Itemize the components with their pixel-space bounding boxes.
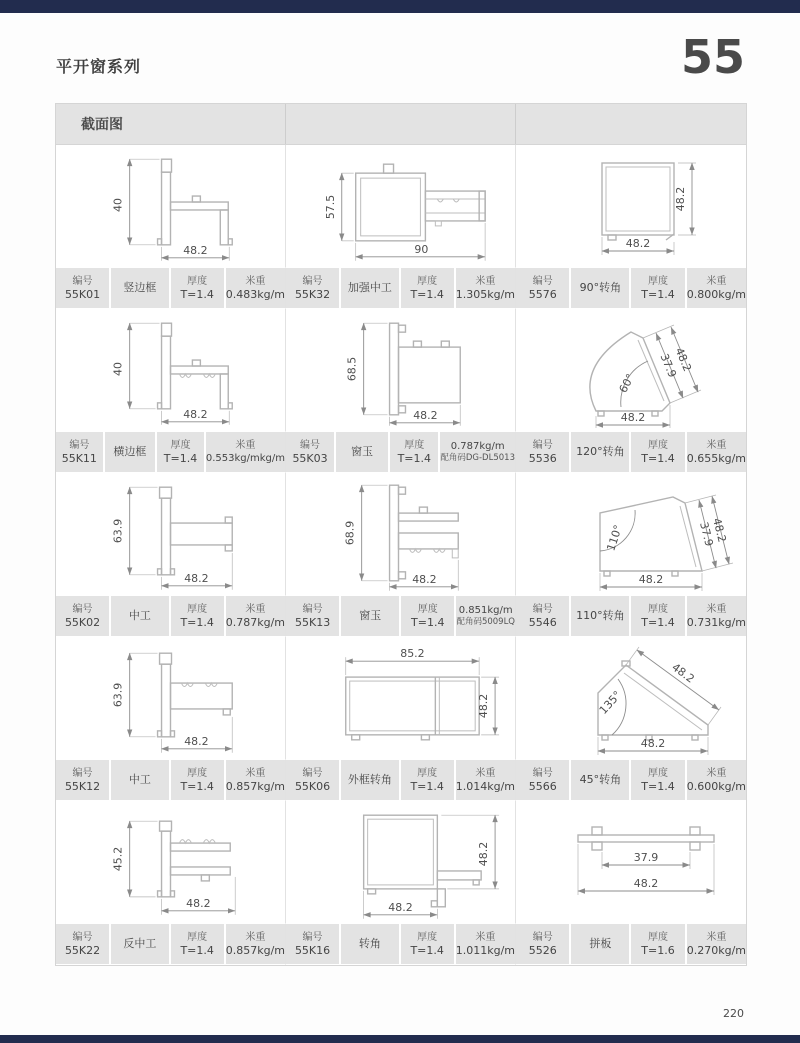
code-label: 编号 xyxy=(69,439,90,451)
code-value: 55K12 xyxy=(64,779,101,793)
thickness-label: 厚度 xyxy=(187,931,208,943)
thickness-value: T=1.4 xyxy=(641,779,675,793)
spec-name xyxy=(111,268,169,308)
spec-strip xyxy=(56,759,286,801)
spec-thickness xyxy=(631,268,684,308)
name-value: 加强中工 xyxy=(347,281,392,294)
weight-value: 0.851kg/m xyxy=(458,605,513,616)
dim-height: 45.2 xyxy=(111,846,125,872)
spec-weight xyxy=(687,924,746,964)
spec-strip xyxy=(56,431,286,473)
spec-strip xyxy=(56,923,286,965)
weight-value: 0.857kg/m xyxy=(225,779,285,793)
diagram-cell xyxy=(56,473,286,595)
spec-row xyxy=(56,923,746,965)
dim-width: 48.2 xyxy=(633,877,659,890)
spec-code xyxy=(286,760,339,800)
dim-height: 48.2 xyxy=(477,693,491,719)
spec-code xyxy=(56,268,109,308)
spec-name xyxy=(571,760,629,800)
profile-diagram-55K16 xyxy=(286,801,515,923)
code-label: 编号 xyxy=(532,767,553,779)
name-value: 中工 xyxy=(128,609,151,622)
table-header-row xyxy=(56,104,746,145)
spec-row xyxy=(56,595,746,637)
thickness-value: T=1.4 xyxy=(410,287,444,301)
thickness-label: 厚度 xyxy=(187,275,208,287)
dim-top: 85.2 xyxy=(400,647,425,661)
spec-strip xyxy=(286,595,516,637)
spec-code xyxy=(286,432,334,472)
diagram-cell xyxy=(516,309,746,431)
dim-inner: 37.9 xyxy=(633,851,659,864)
thickness-label: 厚度 xyxy=(417,931,438,943)
diagram-cell xyxy=(516,637,746,759)
spec-code xyxy=(516,432,569,472)
code-label: 编号 xyxy=(302,275,323,287)
profile-diagram-55K12 xyxy=(56,637,285,759)
code-value: 55K01 xyxy=(64,287,101,301)
spec-thickness xyxy=(401,924,454,964)
code-value: 5536 xyxy=(528,451,557,465)
profile-diagram-55K22 xyxy=(56,801,285,923)
code-label: 编号 xyxy=(302,603,323,615)
spec-code xyxy=(286,596,339,636)
dim-inner: 37.9 xyxy=(657,351,679,380)
thickness-value: T=1.4 xyxy=(397,451,432,465)
dim-width: 48.2 xyxy=(184,571,209,585)
weight-label: 米重 xyxy=(245,767,266,779)
weight-label: 米重 xyxy=(706,439,727,451)
spec-thickness xyxy=(401,760,454,800)
spec-code xyxy=(286,268,339,308)
weight-value: 0.787kg/m xyxy=(450,441,505,452)
profile-diagram-5536 xyxy=(516,309,746,431)
spec-code xyxy=(516,596,569,636)
code-value: 55K13 xyxy=(295,615,331,629)
spec-strip xyxy=(56,267,286,309)
top-band xyxy=(0,0,800,13)
spec-weight xyxy=(456,268,515,308)
weight-label: 米重 xyxy=(475,767,496,779)
name-value: 转角 xyxy=(358,937,381,950)
dim-width: 48.2 xyxy=(412,572,437,586)
spec-weight xyxy=(456,760,515,800)
thickness-label: 厚度 xyxy=(187,603,208,615)
weight-note: 配角码DG-DL5013 xyxy=(440,453,515,463)
diagram-cell xyxy=(56,637,286,759)
spec-thickness xyxy=(401,268,454,308)
thickness-label: 厚度 xyxy=(170,439,191,451)
thickness-value: T=1.4 xyxy=(410,779,444,793)
thickness-label: 厚度 xyxy=(648,439,669,451)
dim-diagonal: 48.2 xyxy=(669,660,697,686)
code-value: 55K02 xyxy=(64,615,101,629)
weight-label: 米重 xyxy=(706,275,727,287)
spec-weight xyxy=(687,596,746,636)
spec-weight xyxy=(226,596,285,636)
thickness-value: T=1.4 xyxy=(641,287,675,301)
dim-width: 48.2 xyxy=(388,900,413,914)
diagram-cell xyxy=(286,637,516,759)
spec-code xyxy=(56,432,103,472)
spec-strip xyxy=(516,431,746,473)
spec-weight xyxy=(456,924,515,964)
thickness-value: T=1.4 xyxy=(641,615,675,629)
diagram-row xyxy=(56,637,746,759)
bottom-band xyxy=(0,1035,800,1043)
thickness-label: 厚度 xyxy=(417,767,438,779)
dim-height: 63.9 xyxy=(111,682,125,708)
code-value: 5576 xyxy=(528,287,557,301)
weight-value: 0.800kg/m xyxy=(686,287,746,301)
weight-label: 米重 xyxy=(475,275,496,287)
dim-height: 40 xyxy=(111,198,125,212)
spec-weight xyxy=(440,432,515,472)
dim-height: 68.5 xyxy=(345,356,359,382)
spec-name xyxy=(105,432,156,472)
spec-strip xyxy=(516,923,746,965)
profile-diagram-5576 xyxy=(516,145,746,267)
series-number: 55 xyxy=(680,30,745,84)
code-value: 5526 xyxy=(528,943,557,957)
spec-name xyxy=(111,596,169,636)
name-value: 中工 xyxy=(128,773,151,786)
spec-strip xyxy=(286,923,516,965)
spec-thickness xyxy=(631,596,684,636)
spec-code xyxy=(56,760,109,800)
diagram-cell xyxy=(516,473,746,595)
dim-height: 40 xyxy=(111,362,125,376)
weight-value: 0.787kg/m xyxy=(225,615,285,629)
diagram-cell xyxy=(516,145,746,267)
dim-height: 48.2 xyxy=(477,841,491,867)
code-label: 编号 xyxy=(532,603,553,615)
spec-name xyxy=(336,432,388,472)
diagram-row xyxy=(56,473,746,595)
spec-strip xyxy=(516,759,746,801)
thickness-value: T=1.4 xyxy=(180,615,214,629)
code-value: 55K32 xyxy=(294,287,331,301)
profile-diagram-55K06 xyxy=(286,637,515,759)
diagram-cell xyxy=(286,145,516,267)
spec-thickness xyxy=(157,432,204,472)
profiles-table xyxy=(55,103,747,966)
thickness-label: 厚度 xyxy=(187,767,208,779)
name-value: 横边框 xyxy=(113,445,147,458)
thickness-label: 厚度 xyxy=(648,767,669,779)
section-header: 截面图 xyxy=(56,104,286,144)
diagram-cell xyxy=(56,801,286,923)
spec-thickness xyxy=(171,924,224,964)
weight-value: 1.011kg/m xyxy=(455,943,515,957)
dim-angle: 135° xyxy=(596,688,625,717)
weight-value: 0.857kg/m xyxy=(225,943,285,957)
diagram-cell xyxy=(286,309,516,431)
profile-diagram-55K01 xyxy=(56,145,285,267)
code-value: 55K06 xyxy=(294,779,331,793)
code-label: 编号 xyxy=(302,931,323,943)
spec-weight xyxy=(226,760,285,800)
diagram-row xyxy=(56,801,746,923)
spec-code xyxy=(516,924,569,964)
name-value: 窗玉 xyxy=(359,609,382,622)
spec-thickness xyxy=(631,760,684,800)
profile-diagram-5566 xyxy=(516,637,746,759)
dim-height: 48.2 xyxy=(674,186,687,212)
spec-strip xyxy=(286,431,516,473)
dim-angle: 60° xyxy=(616,371,638,396)
dim-width: 48.2 xyxy=(625,237,651,250)
spec-strip xyxy=(56,595,286,637)
thickness-value: T=1.4 xyxy=(180,943,214,957)
dim-height: 63.9 xyxy=(111,518,125,544)
code-label: 编号 xyxy=(72,275,93,287)
name-value: 竖边框 xyxy=(123,281,157,294)
profile-diagram-55K02 xyxy=(56,473,285,595)
name-value: 窗玉 xyxy=(351,445,374,458)
diagram-cell xyxy=(56,309,286,431)
code-label: 编号 xyxy=(532,275,553,287)
thickness-value: T=1.4 xyxy=(410,943,444,957)
weight-value: 1.014kg/m xyxy=(455,779,515,793)
weight-value: 0.483kg/m xyxy=(225,287,285,301)
diagram-row xyxy=(56,145,746,267)
name-value: 120°转角 xyxy=(576,445,625,458)
spec-weight xyxy=(226,268,285,308)
spec-thickness xyxy=(390,432,438,472)
spec-code xyxy=(56,924,109,964)
profile-diagram-55K13 xyxy=(286,473,515,595)
spec-name xyxy=(571,596,629,636)
spec-code xyxy=(286,924,339,964)
weight-value: 0.655kg/m xyxy=(686,451,746,465)
profile-diagram-5526 xyxy=(516,801,746,923)
dim-inner: 37.9 xyxy=(697,520,716,548)
page-number: 220 xyxy=(723,1007,744,1020)
dim-width: 48.2 xyxy=(184,734,209,748)
name-value: 拼板 xyxy=(589,937,612,950)
series-title: 平开窗系列 xyxy=(56,57,142,76)
weight-label: 米重 xyxy=(245,931,266,943)
weight-label: 米重 xyxy=(245,603,266,615)
code-label: 编号 xyxy=(302,767,323,779)
spec-weight xyxy=(206,432,285,472)
code-value: 55K11 xyxy=(61,451,97,465)
code-value: 55K22 xyxy=(64,943,101,957)
spec-weight xyxy=(226,924,285,964)
spec-name xyxy=(341,924,399,964)
dim-width: 90 xyxy=(414,242,429,256)
dim-width: 48.2 xyxy=(186,896,211,910)
spec-weight xyxy=(456,596,515,636)
code-label: 编号 xyxy=(72,767,93,779)
thickness-value: T=1.4 xyxy=(163,451,198,465)
weight-note: 配角码5009LQ xyxy=(456,617,515,627)
spec-name xyxy=(571,924,629,964)
weight-value: 0.270kg/m xyxy=(686,943,746,957)
profile-diagram-55K32 xyxy=(286,145,515,267)
spec-strip xyxy=(516,595,746,637)
dim-outer: 48.2 xyxy=(672,345,694,374)
code-label: 编号 xyxy=(72,931,93,943)
weight-value: 0.553kg/mkg/m xyxy=(205,453,285,464)
spec-name xyxy=(111,760,169,800)
name-value: 外框转角 xyxy=(347,773,392,786)
dim-height: 68.9 xyxy=(343,520,357,546)
code-label: 编号 xyxy=(72,603,93,615)
profile-diagram-55K03 xyxy=(286,309,515,431)
spec-strip xyxy=(286,267,516,309)
weight-label: 米重 xyxy=(706,931,727,943)
spec-name xyxy=(341,760,399,800)
weight-label: 米重 xyxy=(706,767,727,779)
spec-row xyxy=(56,267,746,309)
weight-label: 米重 xyxy=(235,440,256,451)
profile-diagram-55K11 xyxy=(56,309,285,431)
dim-outer: 48.2 xyxy=(710,516,729,544)
thickness-value: T=1.4 xyxy=(411,615,445,629)
weight-label: 米重 xyxy=(475,931,496,943)
thickness-label: 厚度 xyxy=(417,275,438,287)
dim-width: 48.2 xyxy=(640,737,666,750)
spec-weight xyxy=(687,760,746,800)
spec-row xyxy=(56,431,746,473)
code-label: 编号 xyxy=(300,439,321,451)
dim-width: 48.2 xyxy=(183,407,208,421)
weight-value: 1.305kg/m xyxy=(455,287,515,301)
spec-thickness xyxy=(171,268,224,308)
dim-width: 48.2 xyxy=(638,573,664,586)
dim-height: 57.5 xyxy=(323,194,337,220)
thickness-label: 厚度 xyxy=(648,275,669,287)
code-value: 5566 xyxy=(528,779,557,793)
spec-thickness xyxy=(171,596,224,636)
weight-label: 米重 xyxy=(245,275,266,287)
spec-thickness xyxy=(171,760,224,800)
thickness-value: T=1.6 xyxy=(641,943,675,957)
code-value: 55K03 xyxy=(292,451,328,465)
profile-diagram-5546 xyxy=(516,473,746,595)
spec-code xyxy=(56,596,109,636)
thickness-value: T=1.4 xyxy=(641,451,675,465)
code-value: 5546 xyxy=(528,615,557,629)
weight-value: 0.600kg/m xyxy=(686,779,746,793)
spec-weight xyxy=(687,268,746,308)
dim-angle: 110° xyxy=(604,523,625,553)
thickness-label: 厚度 xyxy=(648,931,669,943)
spec-name xyxy=(111,924,169,964)
diagram-row xyxy=(56,309,746,431)
spec-name xyxy=(571,432,629,472)
spec-thickness xyxy=(631,432,684,472)
spec-weight xyxy=(687,432,746,472)
weight-label: 米重 xyxy=(706,603,727,615)
code-label: 编号 xyxy=(532,439,553,451)
code-value: 55K16 xyxy=(294,943,331,957)
diagram-cell xyxy=(56,145,286,267)
thickness-value: T=1.4 xyxy=(180,287,214,301)
section-header-spacer xyxy=(286,104,516,144)
code-label: 编号 xyxy=(532,931,553,943)
spec-name xyxy=(341,268,399,308)
name-value: 反中工 xyxy=(123,937,157,950)
diagram-cell xyxy=(516,801,746,923)
spec-name xyxy=(341,596,399,636)
thickness-value: T=1.4 xyxy=(180,779,214,793)
spec-code xyxy=(516,268,569,308)
name-value: 45°转角 xyxy=(579,773,622,786)
dim-width: 48.2 xyxy=(413,408,438,422)
spec-row xyxy=(56,759,746,801)
thickness-label: 厚度 xyxy=(648,603,669,615)
thickness-label: 厚度 xyxy=(417,603,438,615)
diagram-cell xyxy=(286,473,516,595)
spec-name xyxy=(571,268,629,308)
dim-width: 48.2 xyxy=(183,243,208,257)
name-value: 90°转角 xyxy=(579,281,622,294)
thickness-label: 厚度 xyxy=(404,439,425,451)
spec-thickness xyxy=(401,596,454,636)
name-value: 110°转角 xyxy=(576,609,625,622)
spec-code xyxy=(516,760,569,800)
spec-strip xyxy=(516,267,746,309)
section-header-spacer xyxy=(516,104,746,144)
spec-thickness xyxy=(631,924,684,964)
diagram-cell xyxy=(286,801,516,923)
weight-value: 0.731kg/m xyxy=(686,615,746,629)
dim-width: 48.2 xyxy=(620,411,646,424)
spec-strip xyxy=(286,759,516,801)
